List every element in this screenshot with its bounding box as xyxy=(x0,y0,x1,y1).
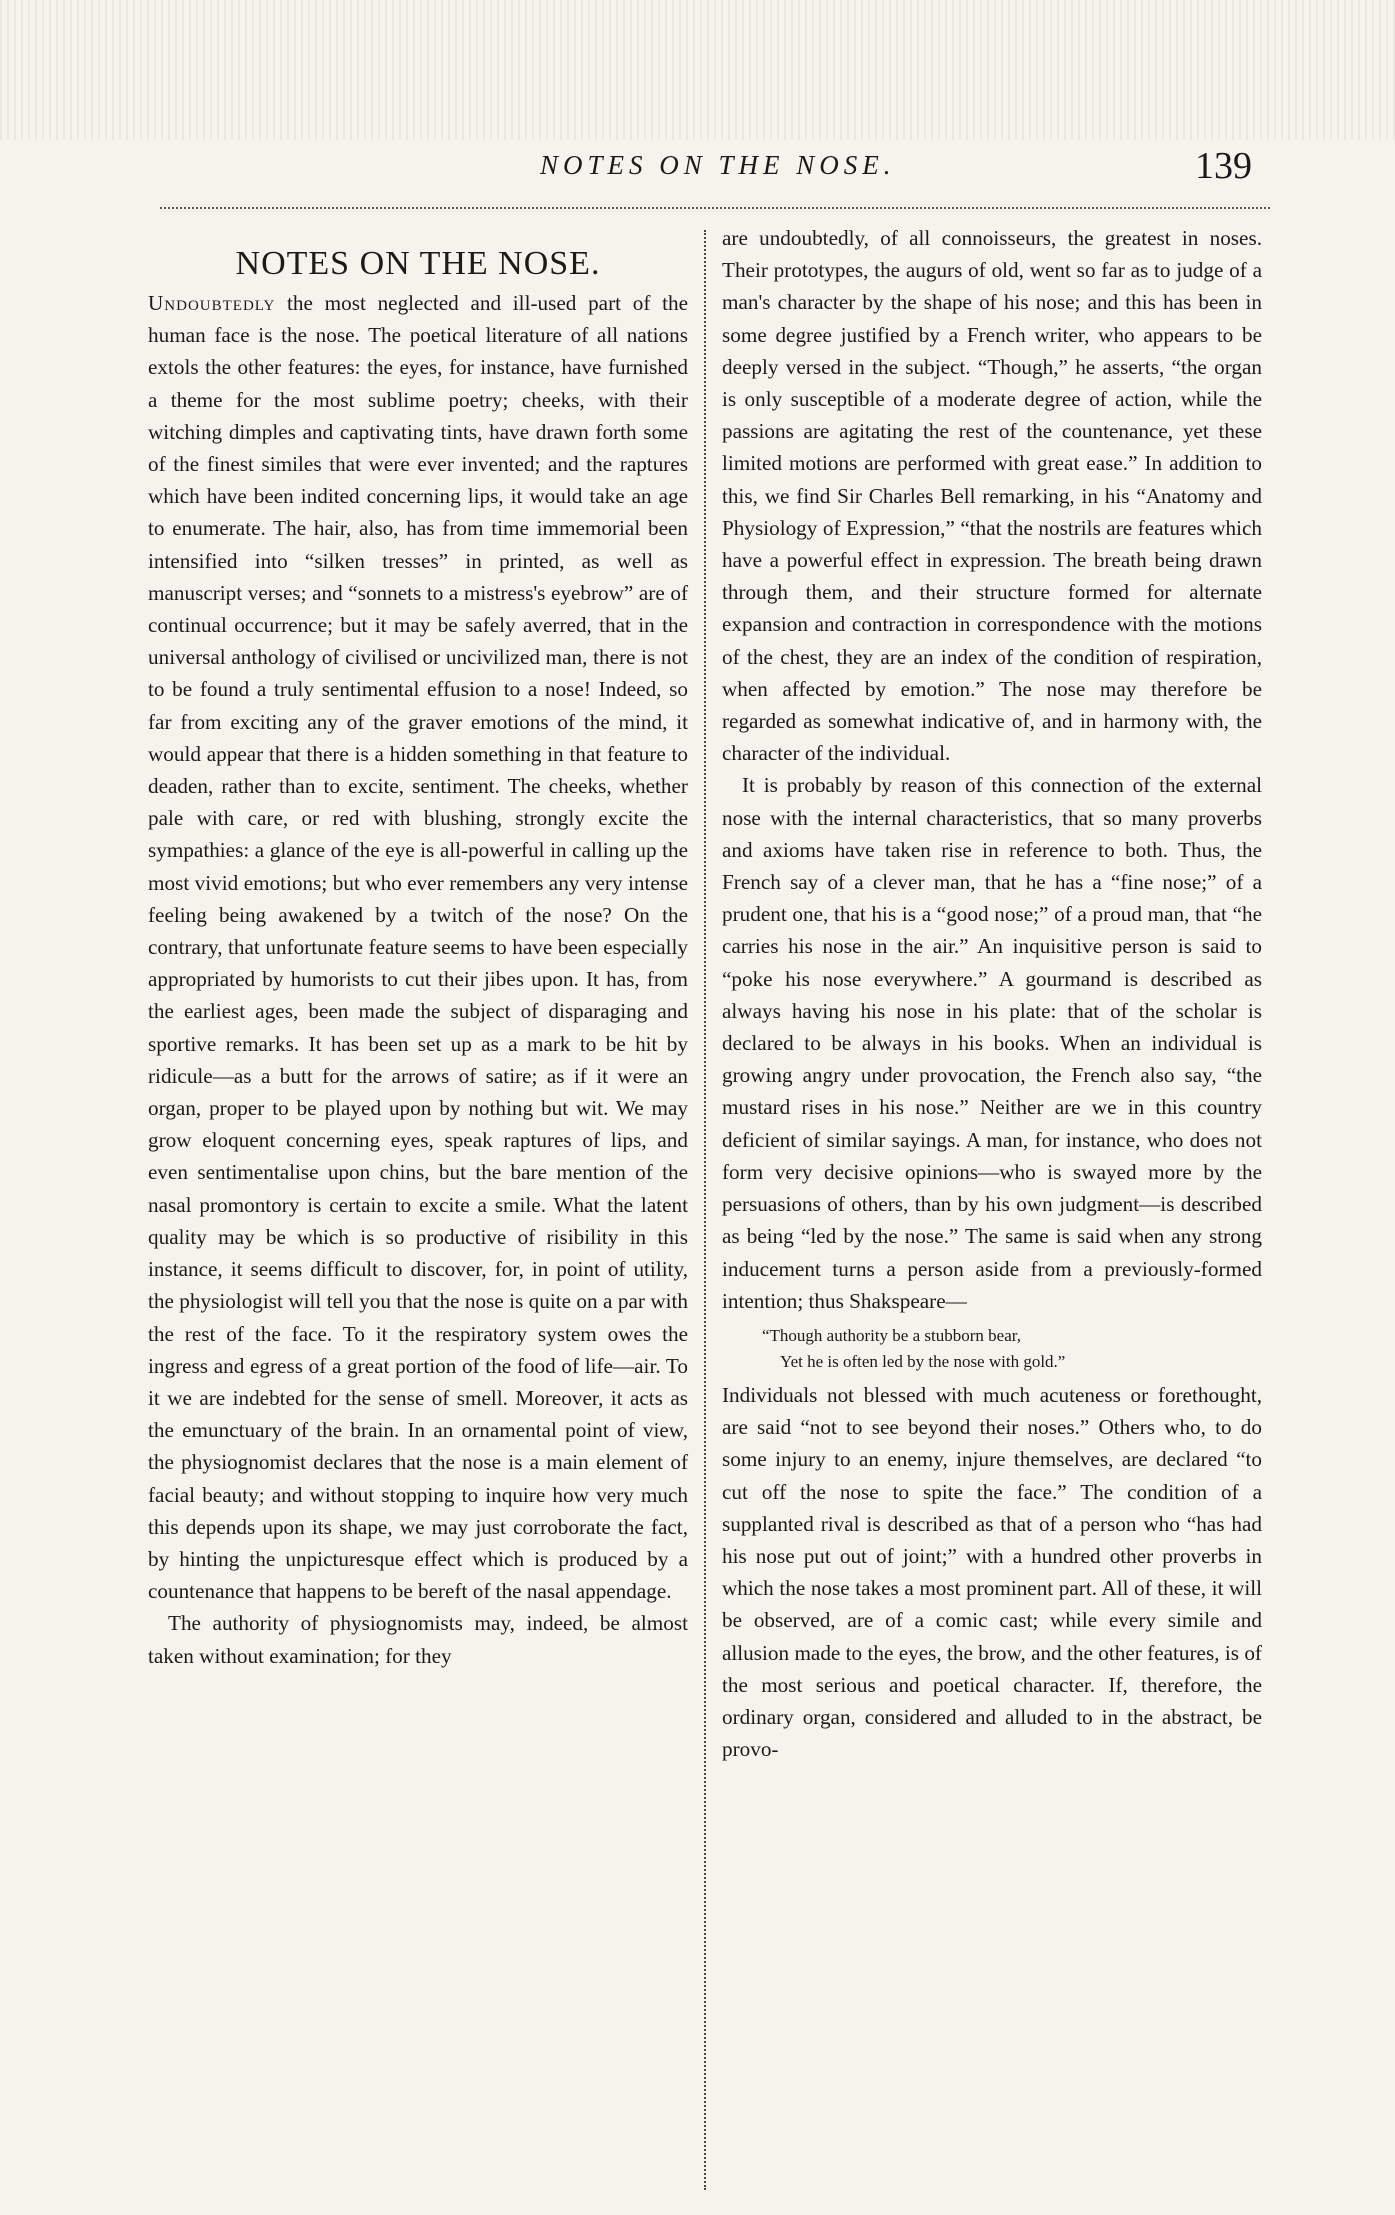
drop-lead-word: Undoubtedly xyxy=(148,291,276,315)
scan-noise xyxy=(0,0,1395,140)
paragraph-4: Individuals not blessed with much acuteness or forethought, are said “not to see beyond their noses.” Others who, to do some injury to an enemy, injure themselves, are declared “to cut off the nose to spite the face.” The condition of a supplanted rival is described as that of a person who “has had his nose put out of joint;” with a hundred other proverbs in which the nose takes a most prominent part. All of these, it will be observed, are of a comic cast; while every simile and allusion made to the eyes, the brow, and the other features, is of the most serious and poetical character. If, therefore, the ordinary organ, considered and alluded to in the abstract, be provo- xyxy=(722,1382,1262,1762)
article-title: NOTES ON THE NOSE. xyxy=(235,245,601,282)
header-rule xyxy=(160,207,1270,209)
quote-line-1: “Though authority be a stubborn bear, xyxy=(762,1325,1021,1345)
paragraph-3: It is probably by reason of this connection of the external nose with the internal characteristics, that so many proverbs and axioms have taken rise in reference to both. Thus, the French say of a clever man, that he has a “fine nose;” of a prudent one, that his is a “good nose;” of a proud man, that “he carries his nose in the air.” An inquisitive person is said to “poke his nose everywhere.” A gourmand is described as always having his nose in his plate: that of the scholar is declared to be always in his books. When an individual is growing angry under provocation, the French also say, “the mustard rises in his nose.” Neither are we in this country deficient of similar sayings. A man, for instance, who does not form very decisive opinions—who is swayed more by the persuasions of others, than by his own judgment—is described as being “led by the nose.” The same is said when any strong inducement turns a person aside from a previously-formed intention; thus Shakspeare— xyxy=(722,773,1262,1313)
paragraph-1 xyxy=(148,287,688,1607)
quote-line-2: Yet he is often led by the nose with gold.” xyxy=(780,1351,1066,1371)
running-head xyxy=(0,145,1395,190)
running-title: NOTES ON THE NOSE. xyxy=(540,150,896,180)
shakspeare-quote xyxy=(722,1323,1262,1375)
paragraph-1-text: the most neglected and ill-used part of the human face is the nose. The poetical literature of all nations extols the other features: the eyes, for instance, have furnished a theme for the most sublime poetry; cheeks, with their witching dimples and captivating tints, have drawn forth some of the finest similes that were ever invented; and the raptures which have been indited concerning lips, it would take an age to enumerate. The hair, also, has from time immemorial been intensified into “silken tresses” in printed, as well as manuscript verses; and “sonnets to a mistress's eyebrow” are of continual occurrence; but it may be safely averred, that in the universal anthology of civilised or uncivilized man, there is not to be found a truly sentimental effusion to a nose! Indeed, so far from exciting any of the graver emotions of the mind, it would appear that there is a hidden something in that feature to deaden, rather than to excite, sentiment. The cheeks, whether pale with care, or red with blushing, strongly excite the sympathies: a glance of the eye is all-powerful in calling up the most vivid emotions; but who ever remembers any very intense feeling being awakened by a twitch of the nose? On the contrary, that unfortunate feature seems to have been especially appropriated by humorists to cut their jibes upon. It has, from the earliest ages, been made the subject of disparaging and sportive remarks. It has been set up as a mark to be hit by ridicule—as a butt for the arrows of satire; as if it were an organ, proper to be played upon by nothing but wit. We may grow eloquent concerning eyes, speak raptures of lips, and even sentimentalise upon chins, but the bare mention of the nasal promontory is certain to excite a smile. What the latent quality may be which is so productive of risibility in this instance, it seems difficult to discover, for, in point of utility, the physiologist will tell you that the nose is quite on a par with the rest of the face. To it the respiratory system owes the ingress and egress of a great portion of the food of life—air. To it we are indebted for the sense of smell. Moreover, it acts as the emunctuary of the brain. In an ornamental point of view, the physiognomist declares that the nose is a main element of facial beauty; and without stopping to inquire how very much this depends upon its shape, we may just corroborate the fact, by hinting the unpicturesque effect which is produced by a countenance that happens to be bereft of the nasal appendage. xyxy=(148,291,688,1604)
paragraph-2: The authority of physiognomists may, indeed, be almost taken without examination; for they xyxy=(148,1611,688,1668)
paragraph-2-continued: are undoubtedly, of all connoisseurs, the greatest in noses. Their prototypes, the augurs of old, went so far as to judge of a man's character by the shape of his nose; and this has been in some degree justified by a French writer, who appears to be deeply versed in the subject. “Though,” he asserts, “the organ is only susceptible of a moderate degree of action, while the passions are agitating the rest of the countenance, yet these limited motions are performed with great ease.” In addition to this, we find Sir Charles Bell remarking, in his “Anatomy and Physiology of Expression,” “that the nostrils are features which have a powerful effect in expression. The breath being drawn through them, and their structure formed for alternate expansion and contraction in correspondence with the motions of the chest, they are an index of the condition of respiration, when affected by emotion.” The nose may therefore be regarded as somewhat indicative of, and in harmony with, the character of the individual. xyxy=(722,226,1262,766)
right-column xyxy=(722,222,1262,1765)
page-number: 139 xyxy=(1195,145,1252,187)
column-divider xyxy=(704,230,706,2190)
left-column xyxy=(148,225,688,1672)
